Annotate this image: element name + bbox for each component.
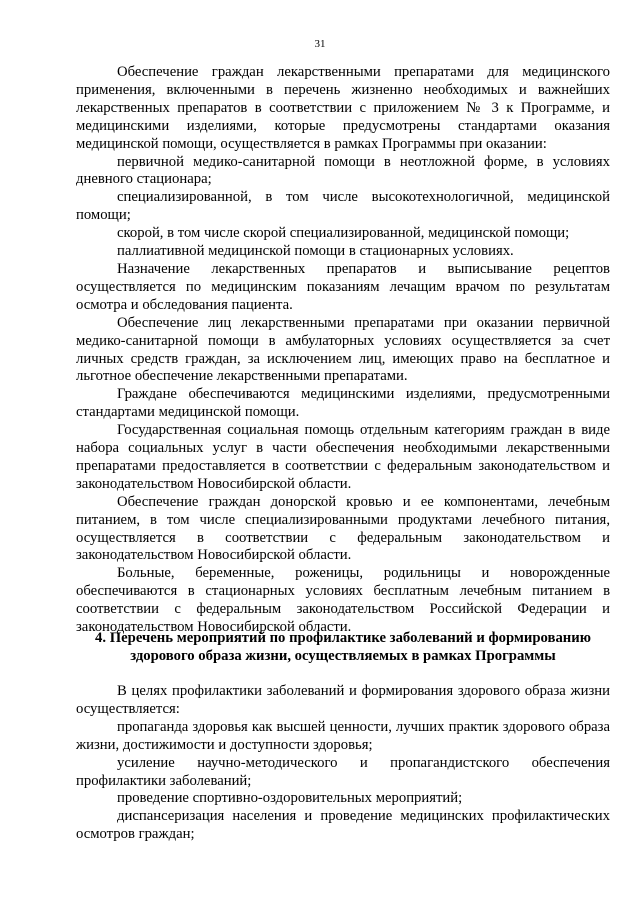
paragraph: Обеспечение граждан донорской кровью и ее компонентами, лечебным питанием, в том числе специализированными продуктами лечебного питания, осуществляется в соответствии с федеральным законодательством и законодательством Новосибирской области.: [76, 493, 610, 564]
list-item: усиление научно-методического и пропагандистского обеспечения профилактики заболеваний;: [76, 754, 610, 789]
list-item: первичной медико-санитарной помощи в неотложной форме, в условиях дневного стационара;: [76, 153, 610, 188]
paragraph: Обеспечение граждан лекарственными препаратами для медицинского применения, включенными в перечень жизненно необходимых и важнейших лекарственных препаратов в соответствии с приложением № 3 к Программе, и медицинскими изделиями, которые предусмотрены стандартами оказания медицинской помощи, осуществляется в рамках Программы при оказании:: [76, 64, 610, 152]
section-heading: [76, 629, 610, 665]
list-item: специализированной, в том числе высокотехнологичной, медицинской помощи;: [76, 189, 610, 224]
list-item: диспансеризация населения и проведение медицинских профилактических осмотров граждан;: [76, 808, 610, 843]
page-number: 31: [314, 38, 326, 50]
paragraph-block-prevention: [76, 683, 610, 844]
paragraph: Государственная социальная помощь отдельным категориям граждан в виде набора социальных услуг в части обеспечения необходимыми лекарственными препаратами предоставляется в соответствии с федеральным законодательством и законодательством Новосибирской области.: [76, 422, 610, 492]
paragraph: Обеспечение лиц лекарственными препаратами при оказании первичной медико-санитарной помощи в амбулаторных условиях осуществляется за счет личных средств граждан, за исключением лиц, имеющих право на бесплатное и льготное обеспечение лекарственными препаратами.: [76, 314, 610, 385]
paragraph: Граждане обеспечиваются медицинскими изделиями, предусмотренными стандартами медицинской помощи.: [76, 386, 610, 421]
paragraph: В целях профилактики заболеваний и формирования здорового образа жизни осуществляется:: [76, 683, 610, 717]
list-item: пропаганда здоровья как высшей ценности, лучших практик здорового образа жизни, достижимости и доступности здоровья;: [76, 718, 610, 753]
list-item: проведение спортивно-оздоровительных мероприятий;: [117, 790, 463, 807]
paragraph-block-medication-supply: [76, 64, 610, 637]
list-item: паллиативной медицинской помощи в стационарных условиях.: [117, 243, 514, 260]
list-item: скорой, в том числе скорой специализированной, медицинской помощи;: [117, 225, 570, 242]
section-heading-line: 4. Перечень мероприятий по профилактике заболеваний и формированию: [95, 630, 591, 646]
section-heading-line: здорового образа жизни, осуществляемых в рамках Программы: [130, 648, 556, 664]
paragraph: Больные, беременные, роженицы, родильницы и новорожденные обеспечиваются в стационарных условиях бесплатным лечебным питанием в соответствии с федеральным законодательством Российской Федерации и законодательством Новосибирской области.: [76, 565, 610, 636]
paragraph: Назначение лекарственных препаратов и выписывание рецептов осуществляется по медицинским показаниям лечащим врачом по результатам осмотра и обследования пациента.: [76, 260, 610, 313]
